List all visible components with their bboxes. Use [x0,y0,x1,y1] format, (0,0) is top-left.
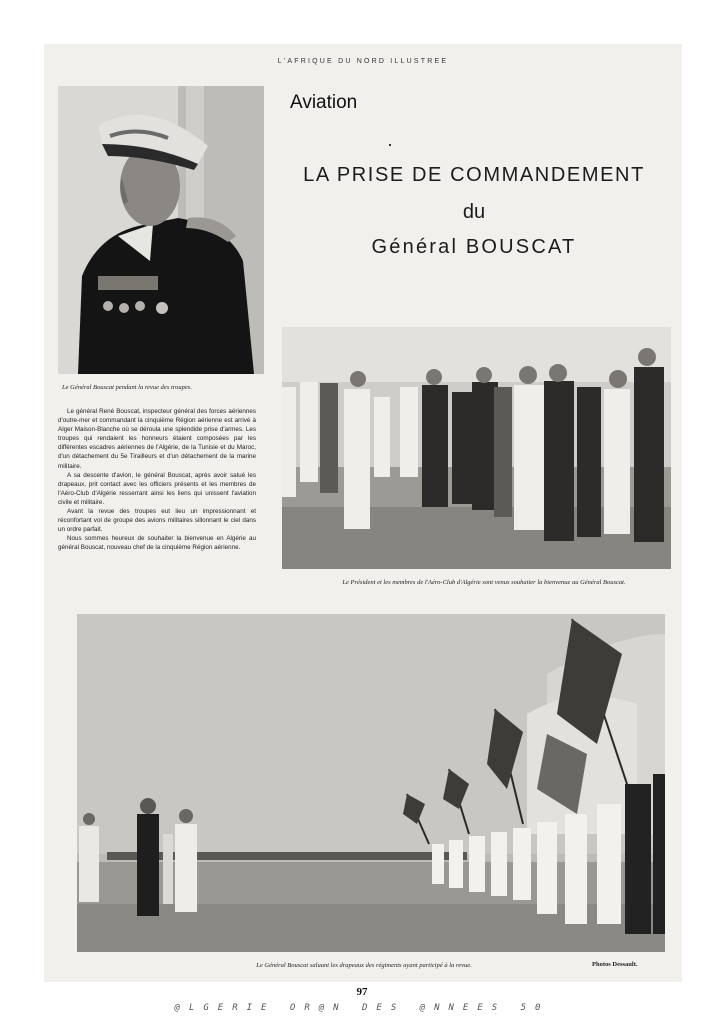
headline-line-3: Général BOUSCAT [371,236,577,258]
running-header: L'AFRIQUE DU NORD ILLUSTREE [277,58,449,65]
body-paragraph: Avant la revue des troupes eut lieu un impressionnant et réconfortant vol de groupe des avions militaires sillonnant le ciel dans un ordre parfait. [58,508,256,534]
headline-line-1: LA PRISE DE COMMANDEMENT [303,164,645,186]
article-body [58,407,256,553]
body-paragraph: Le général René Bouscat, inspecteur général des forces aériennes d'outre-mer et commandant la cinquième Région aérienne est arrivé à Alger Maison-Blanche où se déroula une splendide prise d'armes. Les troupes qui rendaient les honneurs étaient composées par les différentes escadres aériennes de l'Algérie, de la Tunisie et du Maroc, d'un détachement du 5e Tirailleurs et d'un détachement de la marine militaire. [58,408,256,470]
portrait-photo [58,86,264,374]
section-kicker: Aviation [290,92,358,113]
decorative-dot [389,144,391,146]
page-number: 97 [356,986,368,998]
footer-watermark: @LGERIE OR@N DES @NNEES 50 [174,1003,550,1013]
headline-line-2: du [462,201,486,223]
body-paragraph: Nous sommes heureux de souhaiter la bienvenue en Algérie au général Bouscat, nouveau chef de la cinquième Région aérienne. [58,535,256,552]
body-paragraph: A sa descente d'avion, le général Bouscat, après avoir salué les drapeaux, prit contact avec les officiers présents et les membres de l'Aéro-Club d'Algérie resserrant ainsi les liens qui unissent l'aviation civile et militaire. [58,471,256,506]
salute-caption: Le Général Bouscat saluant les drapeaux des régiments ayant participé à la revue. [256,962,472,969]
photo-credit: Photos Dessault. [592,961,638,968]
aeroclub-caption: Le Président et les membres de l'Aéro-Club d'Algérie sont venus souhaiter la bienvenue au Général Bouscat. [342,579,626,586]
aeroclub-photo [282,327,671,569]
magazine-page [44,44,682,982]
flag-salute-photo [77,614,665,952]
portrait-caption: Le Général Bouscat pendant la revue des troupes. [62,384,192,391]
